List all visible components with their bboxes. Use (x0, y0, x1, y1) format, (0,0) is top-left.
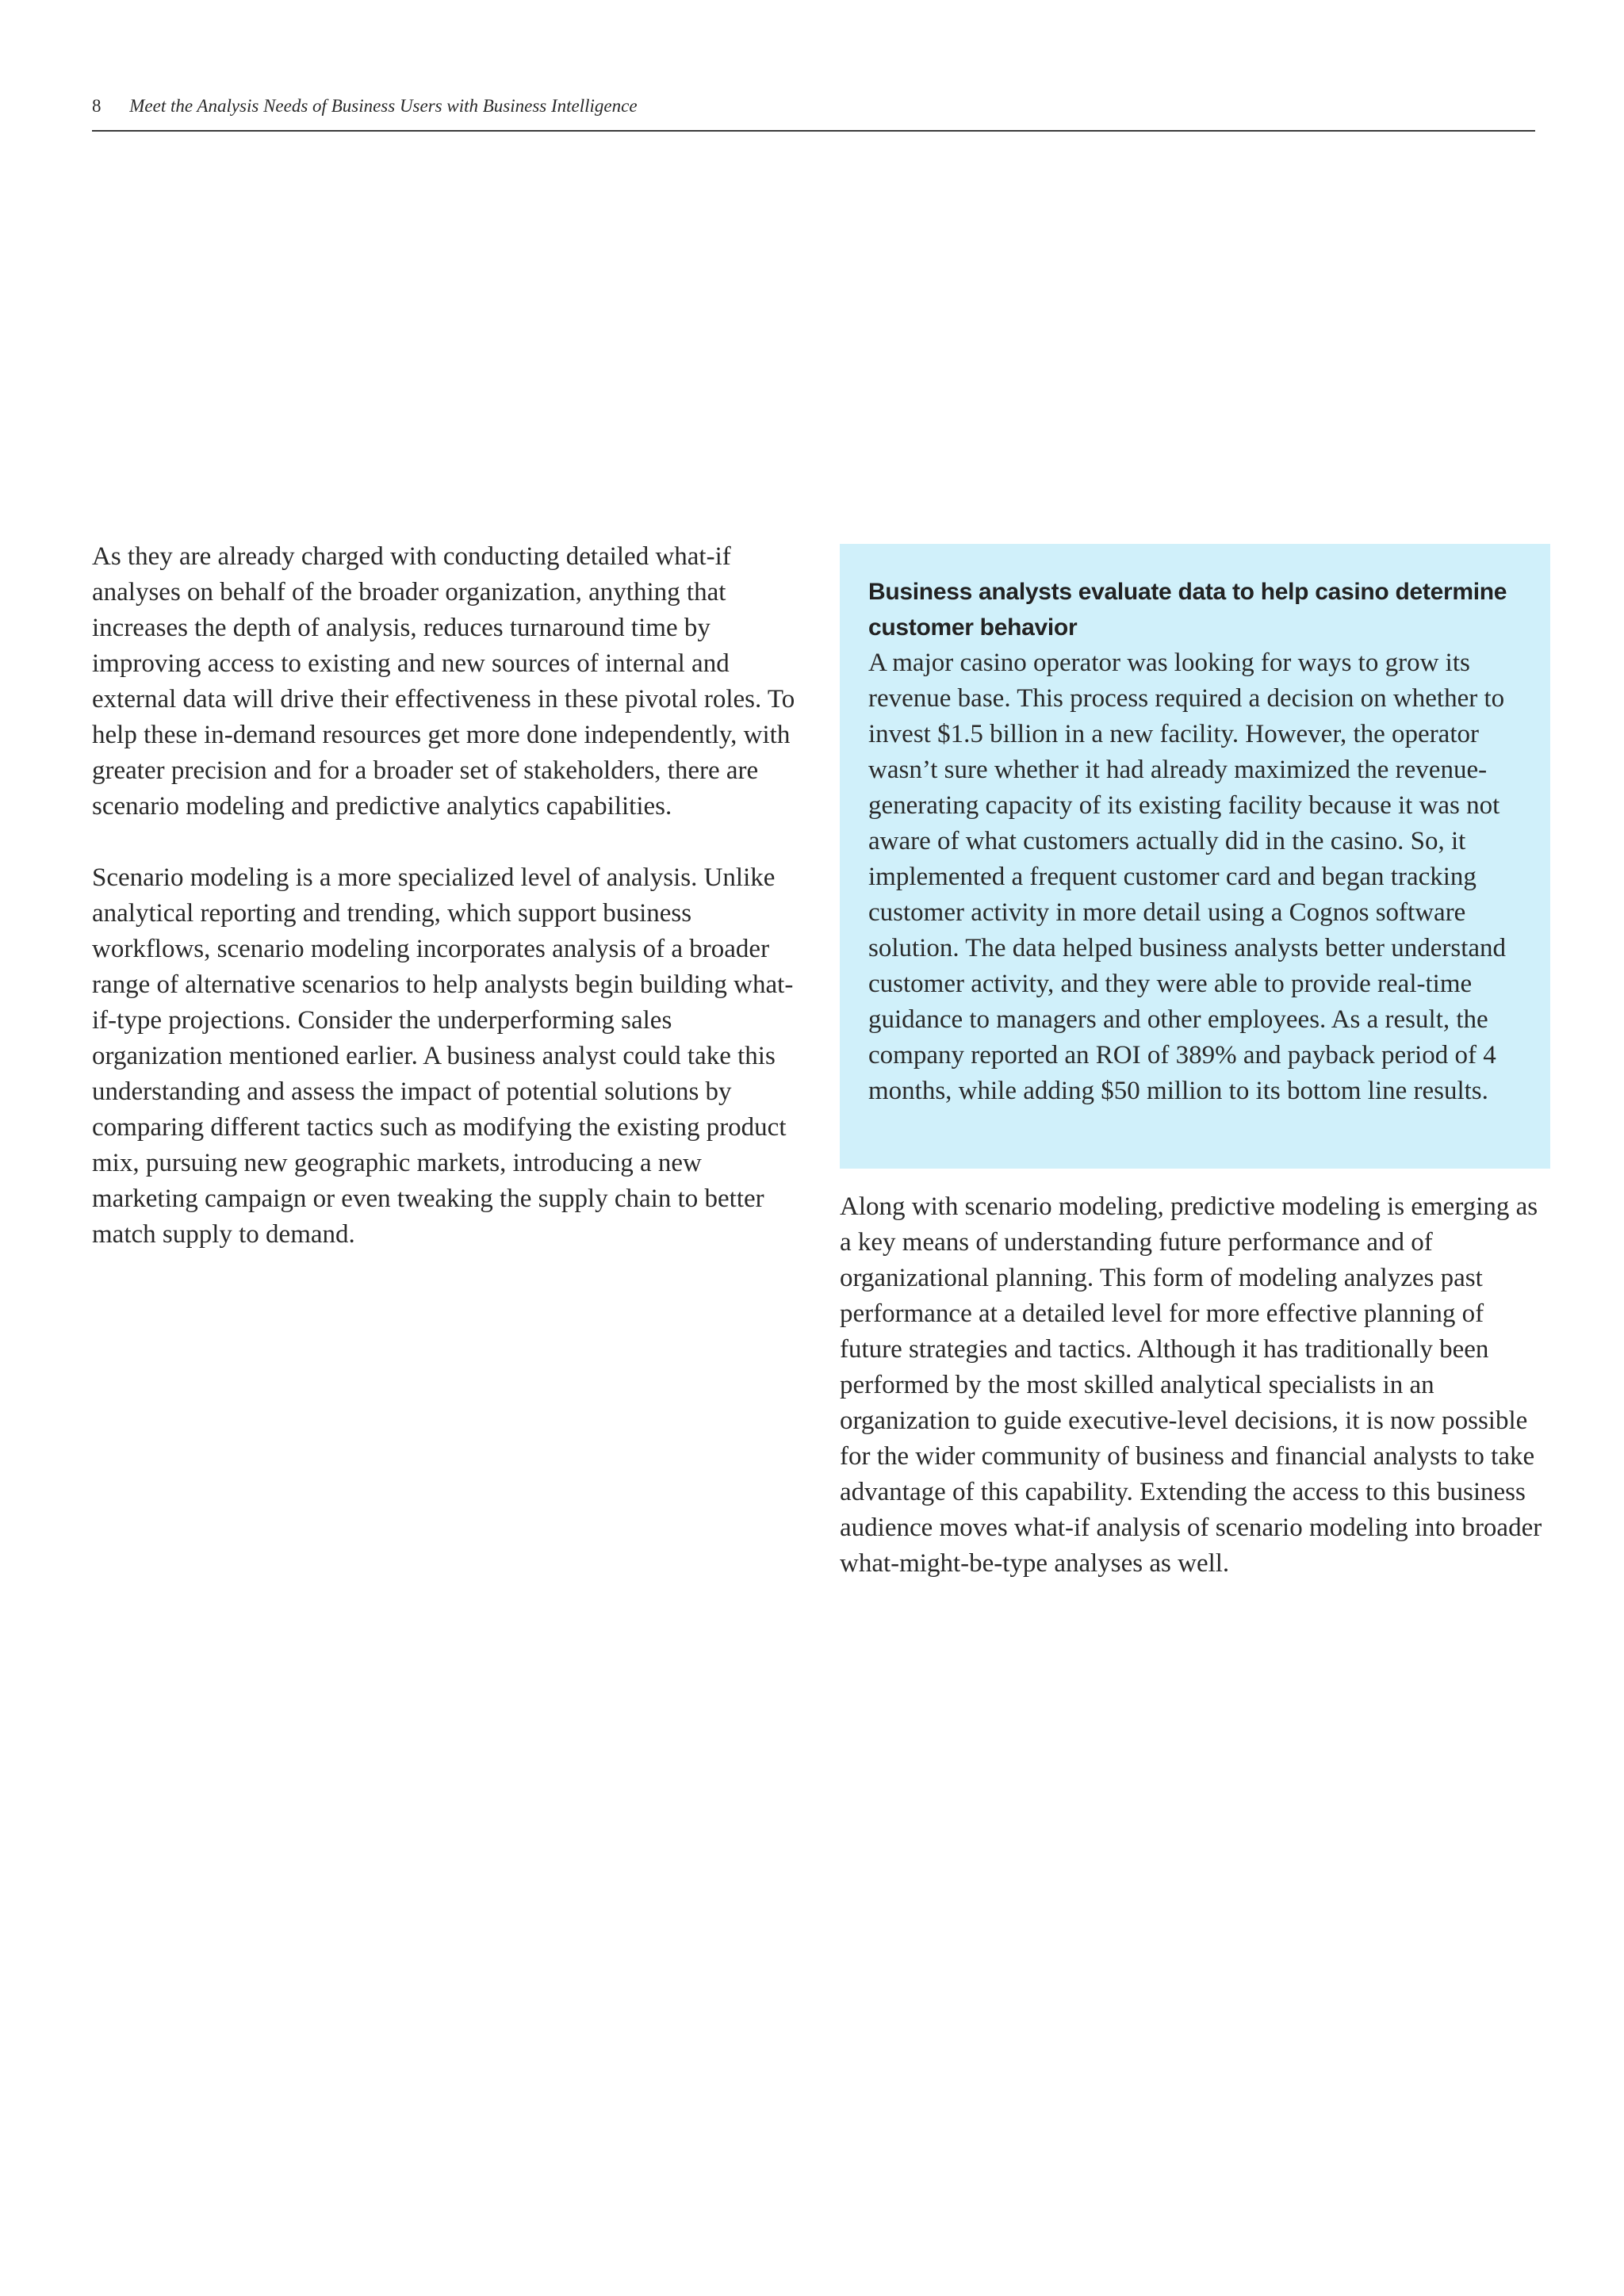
body-paragraph-2: Scenario modeling is a more specialized level of analysis. Unlike analytical reporting and trending, which support business workflows, scenario modeling incorporates analysis of a broader range of alternative scenarios to help analysts begin building what-if-type projections. Consider the underperforming sales organization mentioned earlier. A business analyst could take this understanding and assess the impact of potential solutions by comparing different tactics such as modifying the existing product mix, pursuing new geographic markets, introducing a new marketing campaign or even tweaking the supply chain to better match supply to demand. (92, 863, 794, 1249)
right-column (840, 1189, 1545, 1582)
body-paragraph-1: As they are already charged with conducting detailed what-if analyses on behalf of the broader organization, anything that increases the depth of analysis, reduces turnaround time by improving access to existing and new sources of internal and external data will drive their effectiveness in these pivotal roles. To help these in-demand resources get more done independently, with greater precision and for a broader set of stakeholders, there are scenario modeling and predictive analytics capabilities. (92, 542, 795, 821)
running-header (92, 94, 1535, 132)
body-paragraph-3: Along with scenario modeling, predictive modeling is emerging as a key means of understanding future performance and of organizational planning. This form of modeling analyzes past performance at a detailed level for more effective planning of future strategies and tactics. Although it has traditionally been performed by the most skilled analytical specialists in an organization to guide executive-level decisions, it is now possible for the wider community of business and financial analysts to take advantage of this capability. Extending the access to this business audience moves what-if analysis of scenario modeling into broader what-might-be-type analyses as well. (840, 1192, 1542, 1578)
sidebar-body: A major casino operator was looking for ways to grow its revenue base. This process required a decision on whether to invest $1.5 billion in a new facility. However, the operator wasn’t sure whether it had already maximized the revenue-generating capacity of its existing facility because it was not aware of what customers actually did in the casino. So, it implemented a frequent customer card and began tracking customer activity in more detail using a Cognos software solution. The data helped business analysts better understand customer activity, and they were able to provide real-time guidance to managers and other employees. As a result, the company reported an ROI of 389% and payback period of 4 months, while adding $50 million to its bottom line results. (868, 649, 1507, 1105)
page-number: 8 (92, 96, 102, 116)
left-column (92, 539, 806, 1253)
document-title: Meet the Analysis Needs of Business Users with Business Intelligence (129, 96, 638, 116)
sidebar-heading: Business analysts evaluate data to help casino determine customer behavior (868, 579, 1507, 641)
case-study-sidebar (840, 544, 1550, 1169)
